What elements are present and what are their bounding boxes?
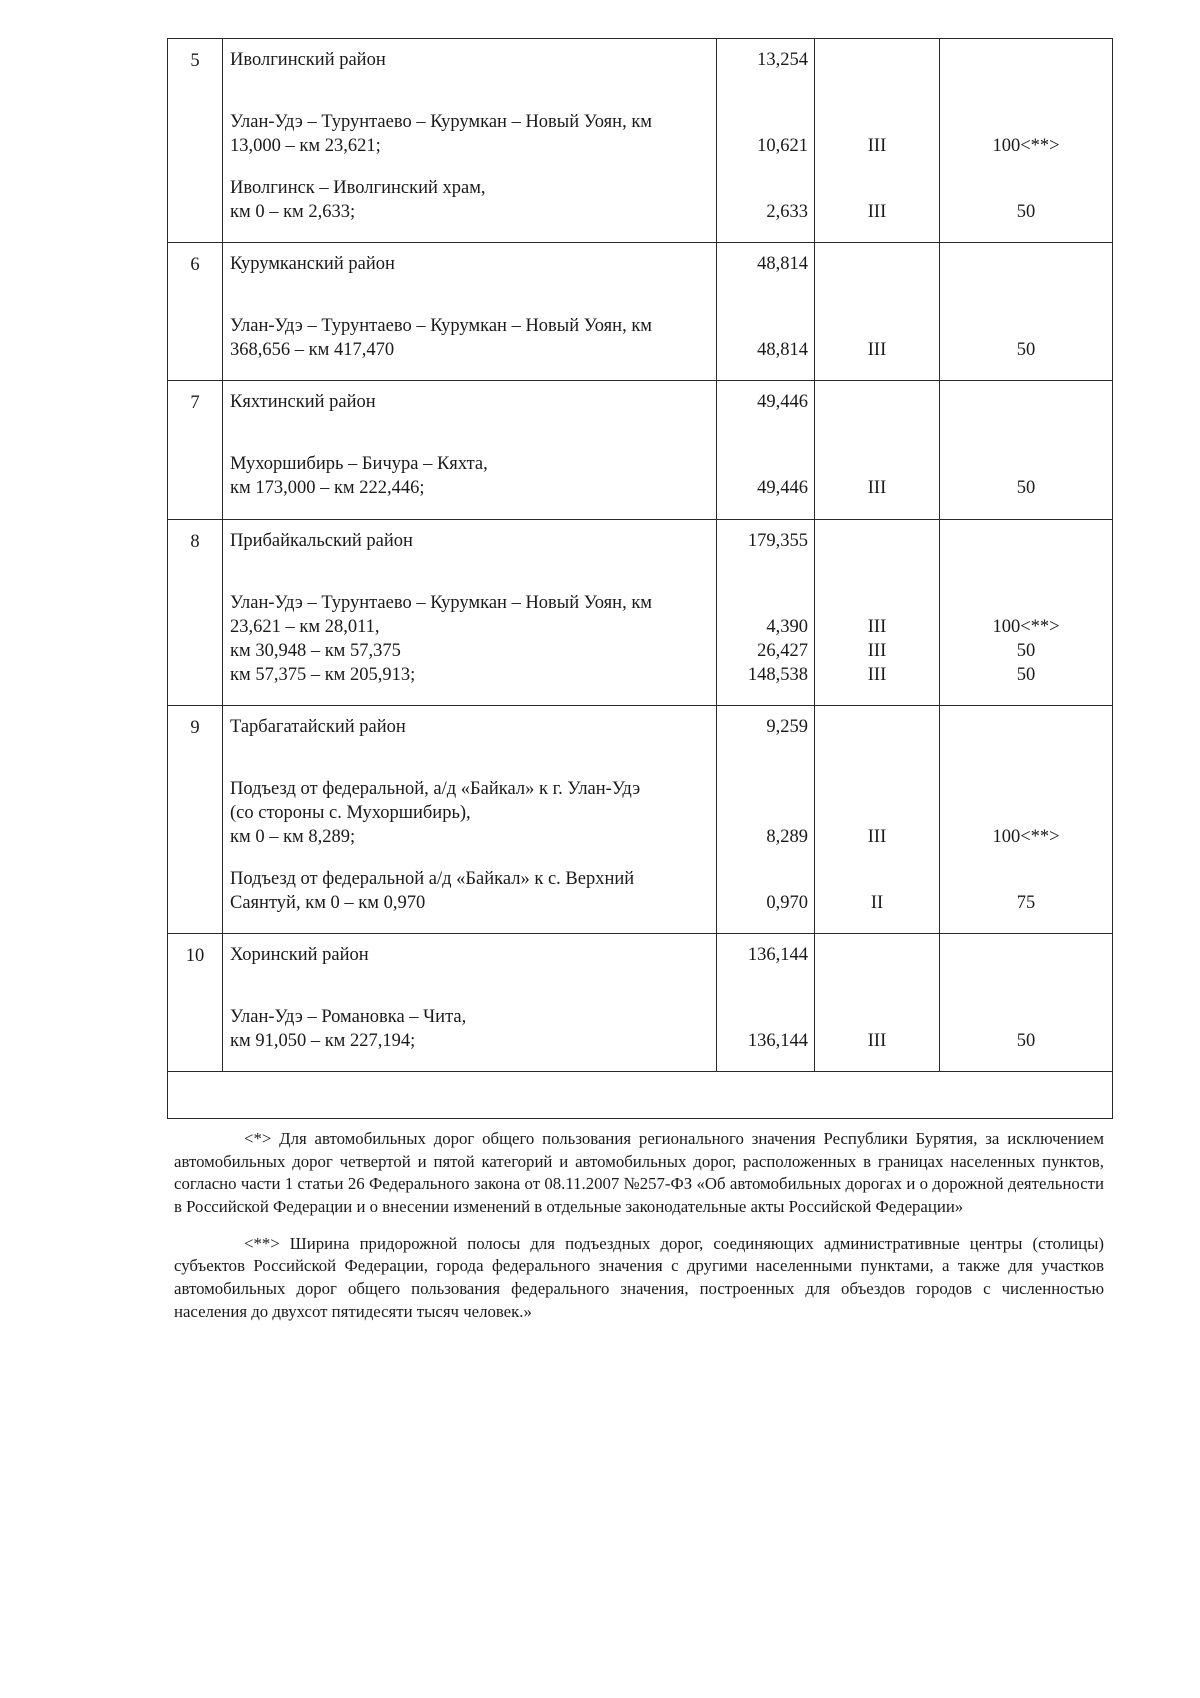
road-description: 368,656 – км 417,470 — [230, 340, 395, 361]
road-description: км 57,375 – км 205,913; — [230, 664, 416, 685]
road-description: Улан-Удэ – Турунтаево – Курумкан – Новый Уоян, км — [230, 316, 653, 337]
road-description: км 91,050 – км 227,194; — [230, 1031, 416, 1052]
category-cell — [815, 705, 940, 933]
road-name-cell — [223, 39, 717, 243]
road-description: Мухоршибирь – Бичура – Кяхта, — [230, 454, 488, 475]
table-footer-row — [168, 1072, 1113, 1119]
road-length: 10,621 — [757, 136, 808, 157]
table-row — [168, 39, 1113, 243]
width-cell — [940, 381, 1113, 519]
row-number-cell — [168, 705, 223, 933]
row-number-cell — [168, 381, 223, 519]
empty-footer-cell — [168, 1072, 1113, 1119]
road-category: III — [867, 202, 887, 223]
district-name: Кяхтинский район — [230, 392, 376, 413]
width-cell — [940, 519, 1113, 705]
road-description: Улан-Удэ – Романовка – Чита, — [230, 1007, 467, 1028]
district-name: Тарбагатайский район — [230, 716, 406, 737]
district-name: Курумканский район — [230, 254, 395, 275]
road-description: Иволгинск – Иволгинский храм, — [230, 178, 486, 199]
road-name-cell — [223, 934, 717, 1072]
category-cell — [815, 381, 940, 519]
width-cell — [940, 705, 1113, 933]
width-cell — [940, 243, 1113, 381]
road-description: Улан-Удэ – Турунтаево – Курумкан – Новый Уоян, км — [230, 112, 653, 133]
table-body — [168, 39, 1113, 1119]
category-cell — [815, 39, 940, 243]
category-cell — [815, 519, 940, 705]
roadside-width: 100<**> — [992, 136, 1060, 157]
road-description: (со стороны с. Мухоршибирь), — [230, 802, 471, 823]
row-number: 6 — [190, 255, 200, 276]
road-length: 4,390 — [766, 616, 808, 637]
length-cell — [717, 243, 815, 381]
road-length: 0,970 — [766, 892, 808, 913]
district-length: 13,254 — [757, 50, 808, 70]
length-cell — [717, 519, 815, 705]
roadside-width: 50 — [1016, 1031, 1036, 1052]
row-number-cell — [168, 519, 223, 705]
road-description: Подъезд от федеральной а/д «Байкал» к с. Верхний — [230, 868, 635, 889]
width-cell — [940, 39, 1113, 243]
row-number-cell — [168, 934, 223, 1072]
district-length: 179,355 — [747, 530, 808, 551]
district-name: Хоринский район — [230, 945, 369, 966]
road-name-cell — [223, 519, 717, 705]
length-cell — [717, 381, 815, 519]
road-name-cell — [223, 381, 717, 519]
road-length: 8,289 — [766, 826, 808, 847]
footnote-1: <*> Для автомобильных дорог общего пользования регионального значения Республики Бурятия, за исключением автомобильных дорог четвертой и пятой категорий и автомобильных дорог, расположенных в границах населенных пунктов, согласно части 1 статьи 26 Федерального закона от 08.11.2007 №257-ФЗ «Об автомобильных дорогах и о дорожной деятельности в Российской Федерации и о внесении изменений в отдельные законодательные акты Российской Федерации» — [174, 1129, 1104, 1217]
road-length: 148,538 — [747, 664, 808, 685]
row-number: 5 — [190, 51, 200, 71]
road-category: II — [870, 892, 884, 913]
road-description: 23,621 – км 28,011, — [230, 616, 380, 637]
width-cell — [940, 934, 1113, 1072]
road-category: III — [867, 478, 887, 499]
length-cell — [717, 934, 815, 1072]
district-length: 9,259 — [766, 716, 808, 737]
road-category: III — [867, 1031, 887, 1052]
road-description: Улан-Удэ – Турунтаево – Курумкан – Новый Уоян, км — [230, 592, 653, 613]
row-number: 10 — [185, 946, 205, 967]
table-row — [168, 705, 1113, 933]
category-cell — [815, 243, 940, 381]
road-length: 26,427 — [757, 640, 808, 661]
road-length: 2,633 — [766, 202, 808, 223]
row-number-cell — [168, 243, 223, 381]
road-category: III — [867, 640, 887, 661]
roadside-width: 50 — [1016, 640, 1036, 661]
roadside-width: 50 — [1016, 202, 1036, 223]
table-row — [168, 243, 1113, 381]
table-row — [168, 934, 1113, 1072]
footnote-2: <**> Ширина придорожной полосы для подъездных дорог, соединяющих административные центры (столицы) субъектов Российской Федерации, города федерального значения с другими населенными пунктами, а также для участков автомобильных дорог общего пользования федерального значения, построенных для объездов городов с численностью населения до двухсот пятидесяти тысяч человек.» — [174, 1233, 1104, 1321]
table-row — [168, 381, 1113, 519]
roads-table — [167, 38, 1113, 1119]
roadside-width: 50 — [1016, 478, 1036, 499]
road-category: III — [867, 826, 887, 847]
category-cell — [815, 934, 940, 1072]
roadside-width: 100<**> — [992, 826, 1060, 847]
roadside-width: 100<**> — [992, 616, 1060, 637]
road-category: III — [867, 616, 887, 637]
district-length: 136,144 — [747, 945, 808, 966]
district-name: Прибайкальский район — [230, 530, 413, 551]
length-cell — [717, 705, 815, 933]
length-cell — [717, 39, 815, 243]
footnotes — [174, 1128, 1104, 1337]
road-name-cell — [223, 705, 717, 933]
roadside-width: 50 — [1016, 340, 1036, 361]
road-description: км 30,948 – км 57,375 — [230, 640, 401, 661]
district-length: 48,814 — [757, 254, 808, 275]
row-number: 8 — [190, 531, 200, 552]
road-description: км 0 – км 2,633; — [230, 202, 356, 223]
road-length: 136,144 — [747, 1031, 808, 1052]
row-number: 7 — [190, 393, 200, 414]
district-length: 49,446 — [757, 392, 808, 413]
road-description: Саянтуй, км 0 – км 0,970 — [230, 892, 426, 913]
road-category: III — [867, 340, 887, 361]
roadside-width: 75 — [1016, 892, 1036, 913]
road-description: 13,000 – км 23,621; — [230, 136, 381, 157]
road-length: 49,446 — [757, 478, 808, 499]
road-category: III — [867, 664, 887, 685]
row-number-cell — [168, 39, 223, 243]
roadside-width: 50 — [1016, 664, 1036, 685]
row-number: 9 — [190, 717, 200, 738]
district-name: Иволгинский район — [230, 50, 386, 70]
table-row — [168, 519, 1113, 705]
road-description: Подъезд от федеральной, а/д «Байкал» к г. Улан-Удэ — [230, 778, 641, 799]
road-length: 48,814 — [757, 340, 808, 361]
road-description: км 173,000 – км 222,446; — [230, 478, 425, 499]
road-category: III — [867, 136, 887, 157]
road-description: км 0 – км 8,289; — [230, 826, 356, 847]
road-name-cell — [223, 243, 717, 381]
